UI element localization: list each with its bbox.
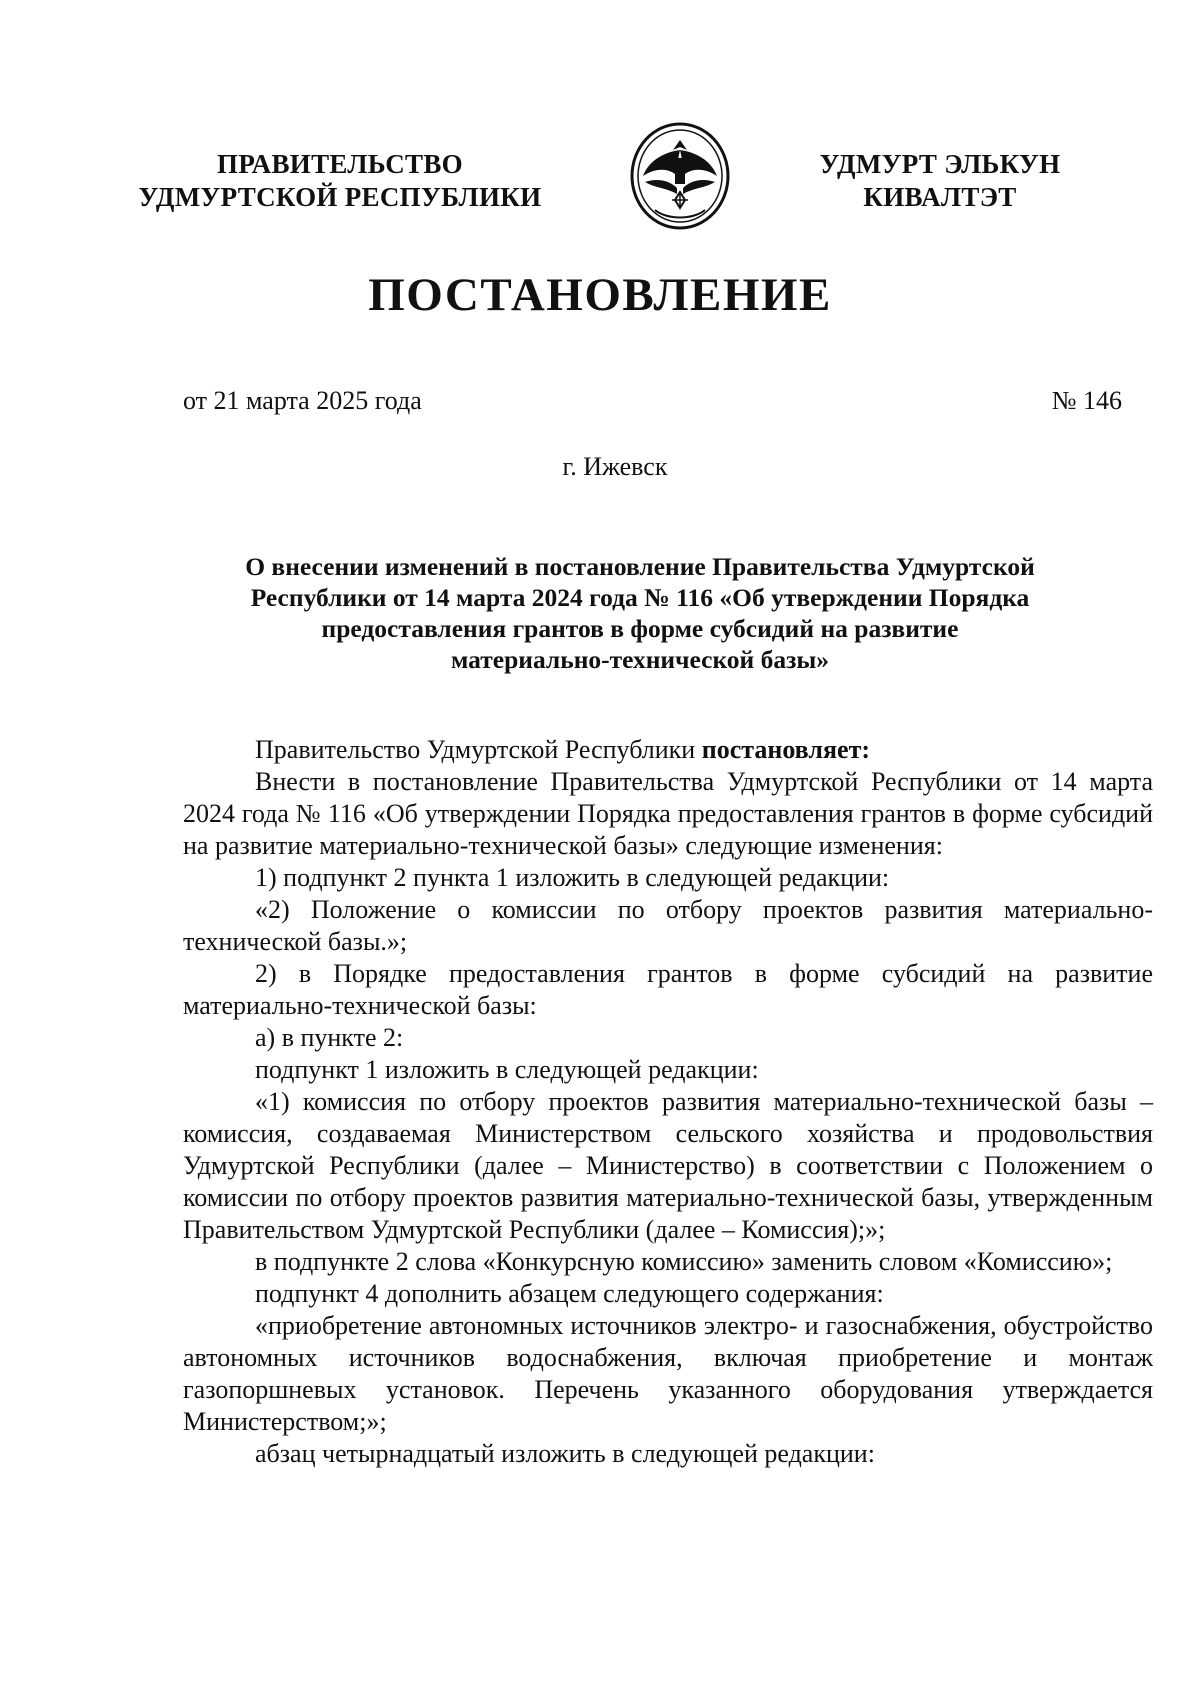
- header-right-line1: УДМУРТ ЭЛЬКУН: [819, 149, 1061, 179]
- body-paragraph: а) в пункте 2:: [255, 1023, 404, 1052]
- body-paragraph: «1) комиссия по отбору проектов развития материально-технической базы – комиссия, создаваемая Министерством сельского хозяйства и продовольствия Удмуртской Республики (далее – Министерство) в соответствии с Положением о комиссии по отбору проектов развития материально-технической базы, утвержденным Правительством Удмуртской Республики (далее – Комиссия);»;: [183, 1087, 1153, 1244]
- header-left-line1: ПРАВИТЕЛЬСТВО: [217, 149, 463, 179]
- document-city: г. Ижевск: [562, 452, 668, 481]
- body-paragraph: в подпункте 2 слова «Конкурсную комиссию» заменить словом «Комиссию»;: [255, 1247, 1113, 1276]
- body-paragraph: подпункт 4 дополнить абзацем следующего содержания:: [255, 1279, 884, 1308]
- body-paragraph: 1) подпункт 2 пункта 1 изложить в следующей редакции:: [255, 863, 890, 892]
- body-paragraph: абзац четырнадцатый изложить в следующей редакции:: [255, 1439, 875, 1468]
- body-paragraph: 2) в Порядке предоставления грантов в форме субсидий на развитие материально-технической базы:: [183, 959, 1153, 1020]
- udmurt-coat-of-arms-icon: [625, 120, 735, 235]
- header-right: [760, 148, 1120, 214]
- preamble-text: Правительство Удмуртской Республики: [255, 735, 702, 764]
- header-left: [120, 148, 560, 214]
- title-line: материально-технической базы»: [450, 645, 830, 674]
- body-paragraph: [183, 734, 1153, 766]
- document-body: [183, 734, 1153, 1470]
- body-paragraph: «приобретение автономных источников электро- и газоснабжения, обустройство автономных источников водоснабжения, включая приобретение и монтаж газопоршневых установок. Перечень указанного оборудования утверждается Министерством;»;: [183, 1311, 1153, 1436]
- header-left-line2: УДМУРТСКОЙ РЕСПУБЛИКИ: [138, 182, 542, 212]
- header-right-line2: КИВАЛТЭТ: [863, 182, 1017, 212]
- body-paragraph: Внести в постановление Правительства Удмуртской Республики от 14 марта 2024 года № 116 «Об утверждении Порядка предоставления грантов в форме субсидий на развитие материально-технической базы» следующие изменения:: [183, 767, 1153, 860]
- body-paragraph: подпункт 1 изложить в следующей редакции:: [255, 1055, 759, 1084]
- document-date: от 21 марта 2025 года: [183, 386, 422, 415]
- resolves-word: постановляет:: [701, 735, 870, 764]
- document-type: ПОСТАНОВЛЕНИЕ: [368, 269, 832, 321]
- body-paragraph: «2) Положение о комиссии по отбору проектов развития материально-технической базы.»;: [183, 895, 1153, 956]
- document-title: [200, 551, 1080, 675]
- title-line: Республики от 14 марта 2024 года № 116 «Об утверждении Порядка: [250, 583, 1030, 612]
- document-number: № 146: [1051, 386, 1122, 415]
- title-line: О внесении изменений в постановление Правительства Удмуртской: [245, 552, 1035, 581]
- title-line: предоставления грантов в форме субсидий на развитие: [321, 614, 959, 643]
